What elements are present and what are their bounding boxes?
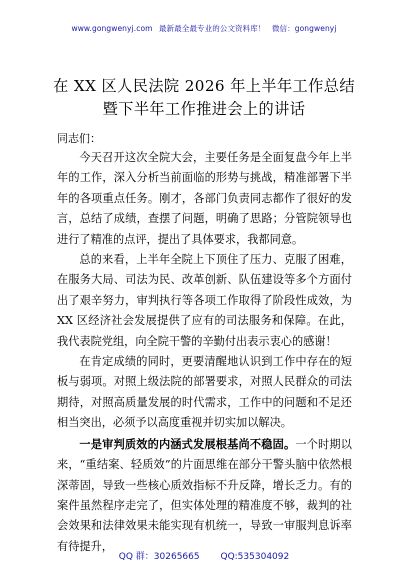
greeting: 同志们： xyxy=(57,132,101,145)
speech-body xyxy=(57,148,352,557)
paragraph-4 xyxy=(57,434,352,557)
wechat-id: 微信：gongwenyj xyxy=(271,24,337,33)
document-title-line-1: 在 XX 区人民法院 2026 年上半年工作总结 xyxy=(53,77,355,95)
contact-footer xyxy=(0,549,408,562)
qq-group: QQ 群：30265665 xyxy=(118,552,200,562)
document-title-line-2: 暨下半年工作推进会上的讲话 xyxy=(102,100,306,118)
site-banner xyxy=(0,23,408,34)
qq-number: QQ:535304092 xyxy=(220,552,290,562)
point-one-text: 一个时期以来，“重结案、轻质效”的片面思维在部分干警头脑中依然根深蒂固，导致一些核心质效指标不升反降，增长乏力。有的案件虽然程序走完了，但实体处理的精准度不够，裁判的社会效果和法律效果未能实现有机统一，导致一审服判息诉率有待提升， xyxy=(57,437,352,553)
paragraph-2: 总的来看，上半年全院上下顶住了压力、克服了困难，在服务大局、司法为民、改革创新、队伍建设等多个方面付出了艰辛努力，审判执行等各项工作取得了阶段性成效，为 XX 区经济社会发展提供了应有的司法服务和保障。在此，我代表院党组，向全院干警的辛勤付出表示衷心的感谢！ xyxy=(57,253,352,348)
site-url[interactable]: www.gongwenyj.com xyxy=(71,24,153,33)
paragraph-3: 在肯定成绩的同时，更要清醒地认识到工作中存在的短板与弱项。对照上级法院的部署要求，对照人民群众的司法期待，对照高质量发展的时代需求，工作中的问题和不足还相当突出，必须予以高度重视并切实加以解决。 xyxy=(57,355,352,430)
paragraph-1: 今天召开这次全院大会，主要任务是全面复盘今年上半年的工作，深入分析当前面临的形势与挑战，精准部署下半年的各项重点任务。刚才，各部门负责同志都作了很好的发言，总结了成绩，查摆了问题，明确了思路；分管院领导也进行了精准的点评，提出了具体要求，我都同意。 xyxy=(57,151,352,246)
site-slogan: 最新最全最专业的公文资料库！ xyxy=(159,24,266,33)
point-one-heading: 一是审判质效的内涵式发展根基尚不稳固。 xyxy=(79,436,296,451)
